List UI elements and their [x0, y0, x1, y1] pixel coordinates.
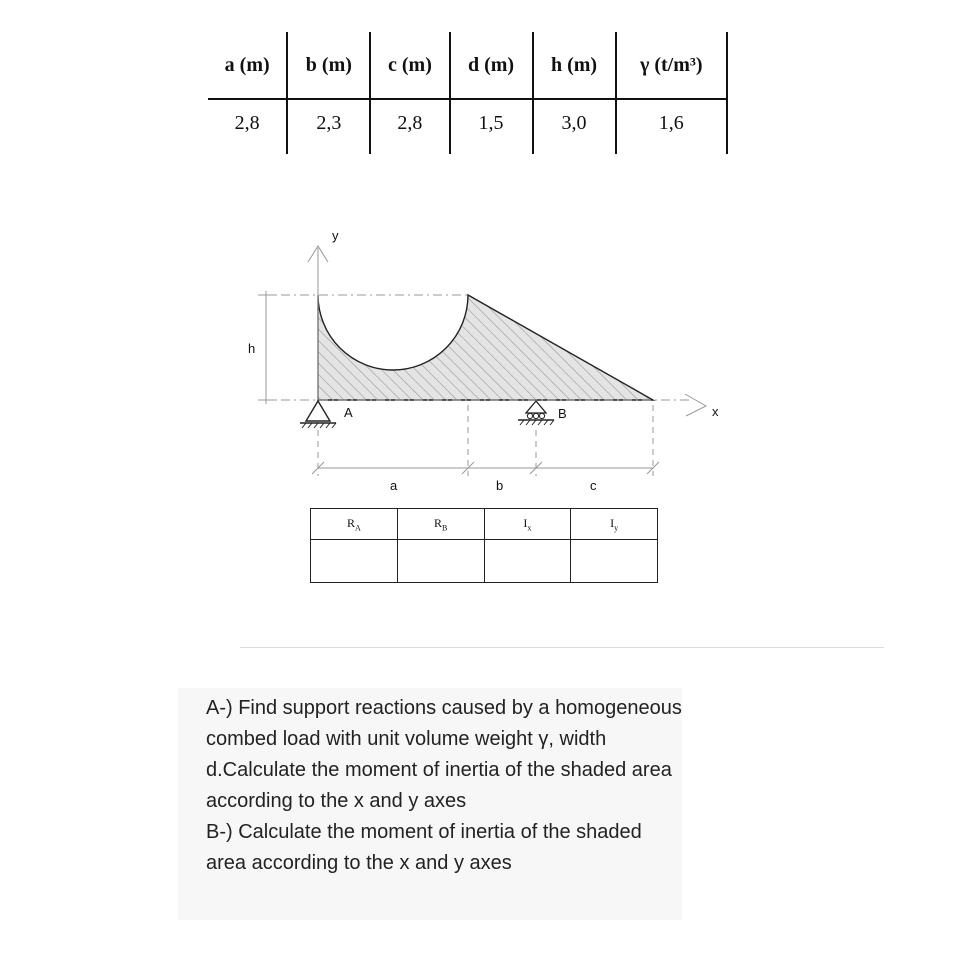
divider: [240, 647, 884, 648]
support-b-label: B: [558, 406, 567, 421]
header-h: h (m): [533, 32, 616, 99]
header-ix: $I_x$: [484, 509, 571, 540]
answer-iy[interactable]: [571, 540, 658, 583]
x-axis-arrow: [685, 394, 706, 416]
support-a-label: A: [344, 405, 353, 420]
value-d: 1,5: [450, 99, 533, 154]
value-c: 2,8: [370, 99, 449, 154]
results-table: [310, 508, 658, 583]
value-h: 3,0: [533, 99, 616, 154]
results-answer-row: [311, 540, 658, 583]
header-rb: $R_B$: [397, 509, 484, 540]
value-b: 2,3: [287, 99, 370, 154]
results-header-row: [311, 509, 658, 540]
header-ra: $R_A$: [311, 509, 398, 540]
answer-ra[interactable]: [311, 540, 398, 583]
dim-c-label: c: [590, 478, 597, 493]
support-b-roller: [518, 401, 554, 425]
shaded-area: [318, 295, 653, 400]
value-a: 2,8: [234, 112, 260, 134]
y-axis-label: y: [332, 228, 339, 243]
header-b: b (m): [287, 32, 370, 99]
support-a-pin: [300, 401, 336, 428]
header-iy: $I_y$: [571, 509, 658, 540]
question-box: [178, 688, 682, 920]
question-part-b: B-) Calculate the moment of inertia of the shaded area according to the x and y axes: [206, 821, 642, 874]
dim-a-label: a: [390, 478, 398, 493]
h-label: h: [248, 341, 256, 356]
header-c: c (m): [370, 32, 449, 99]
dim-b-label: b: [496, 478, 504, 493]
value-gamma: 1,6: [616, 99, 727, 154]
answer-ix[interactable]: [484, 540, 571, 583]
answer-rb[interactable]: [397, 540, 484, 583]
question-part-a: A-) Find support reactions caused by a homogeneous combed load with unit volume weight γ, width d.Calculate the moment of inertia of the shaded area according to the x and y axes: [206, 697, 682, 812]
x-axis-label: x: [712, 404, 719, 419]
header-gamma: γ (t/m³): [616, 32, 727, 99]
header-d: d (m): [450, 32, 533, 99]
header-a: a (m): [208, 32, 287, 99]
